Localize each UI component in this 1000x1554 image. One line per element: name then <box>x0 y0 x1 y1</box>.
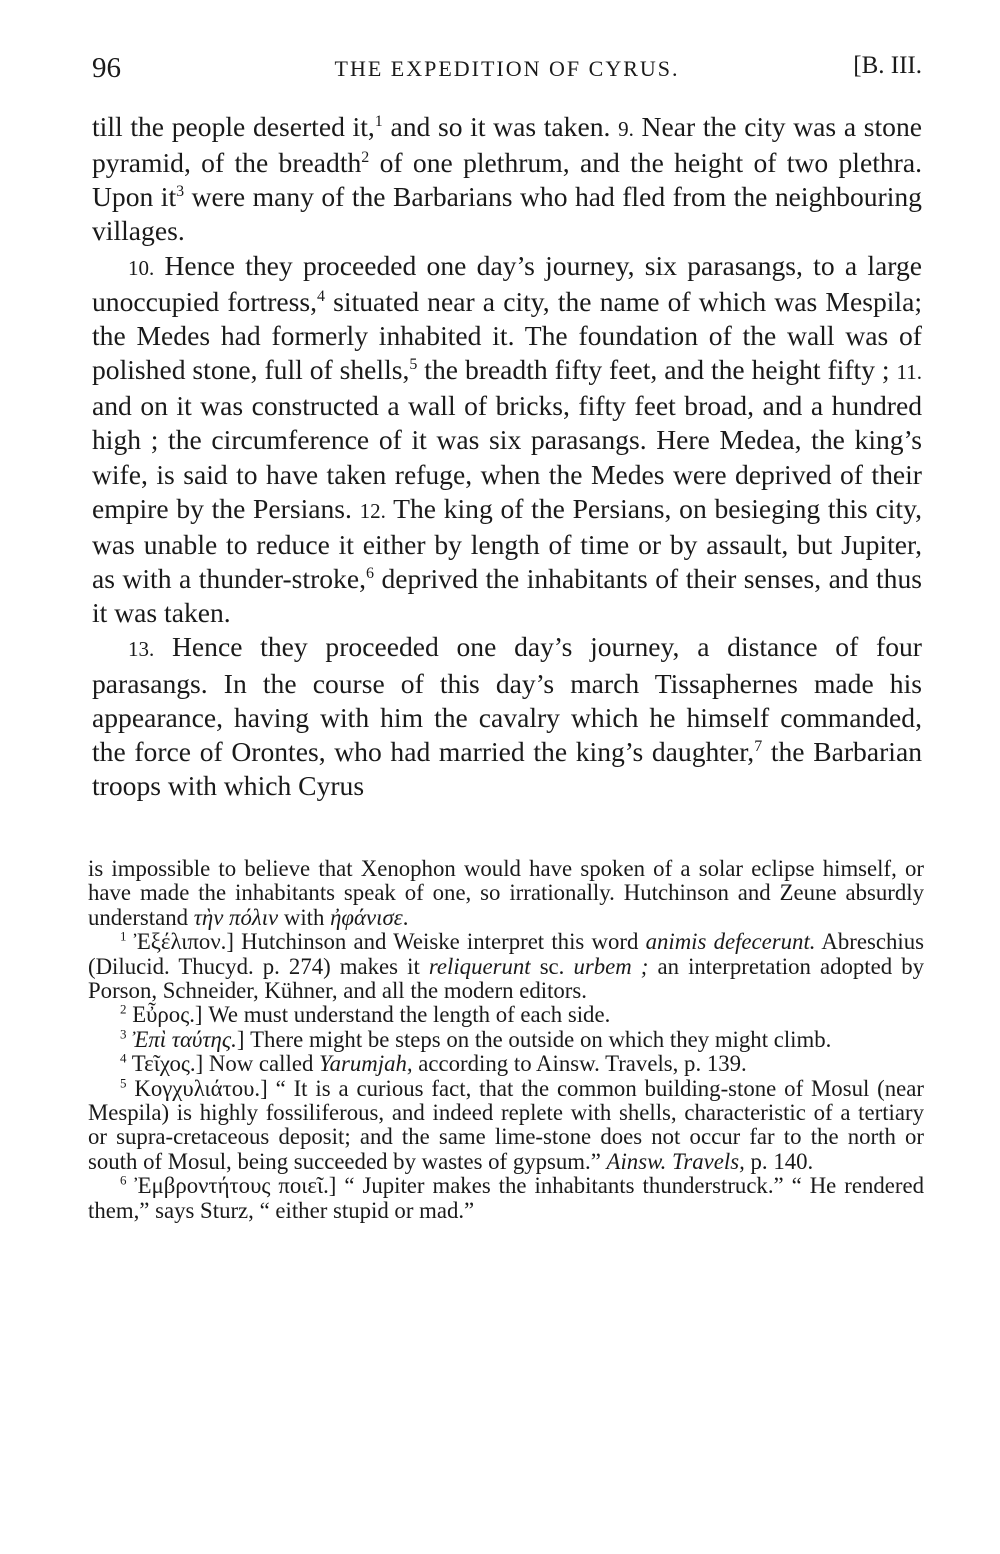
section-number-9: 9. <box>618 117 634 141</box>
footnote-3 <box>88 1028 924 1052</box>
text-run: till the people deserted it, <box>92 111 375 142</box>
italic-term: animis defecerunt. <box>645 929 816 955</box>
footnote-number: 5 <box>120 1075 127 1091</box>
text-run: Hence they proceeded one day’s journey, six parasangs, to a large unoccupied fortress, <box>92 249 922 317</box>
greek-term: τὴν πόλιν <box>193 904 279 930</box>
italic-term: Ainsw. Travels, <box>606 1148 745 1174</box>
footnote-1 <box>88 930 924 1003</box>
greek-term: ἠφάνισε <box>330 904 403 930</box>
note-text: according to Ainsw. Travels, p. 139. <box>412 1051 747 1077</box>
text-run: were many of the Barbarians who had fled from the neighbouring villages. <box>92 181 922 247</box>
note-text: ] “ Jupiter makes the inhabitants thunderstruck.” “ He rendered them,” says Sturz, “ either stupid or mad.” <box>88 1173 924 1223</box>
running-title: THE EXPEDITION OF CYRUS. <box>334 56 680 81</box>
note-text: is impossible to believe that Xenophon would have spoken of a solar eclipse himself, or have made the inhabitants speak of one, so irrationally. Hutchinson and Zeune absurdly understand <box>88 856 924 930</box>
text-run: deprived the inhabitants of their senses, and thus it was taken. <box>92 563 922 629</box>
footnote-number: 2 <box>120 1001 127 1017</box>
text-run: Hence they proceeded one day’s journey, a distance of four parasangs. In the course of this day’s march Tissaphernes made his appearance, having with him the cavalry which he himself commanded, the force of Orontes, who had married the king’s daughter, <box>92 631 922 767</box>
footnote-ref-5: 5 <box>409 355 418 373</box>
note-text: p. 140. <box>744 1148 814 1174</box>
text-run: the Barbarian troops with which Cyrus <box>92 735 922 801</box>
note-text: ] “ It is a curious fact, that the common building-stone of Mosul (near Mespila) is highly fossiliferous, and indeed replete with shells, characteristic of a tertiary or supra-cretaceous deposit; and the same lime-stone does not occur far to the north or south of Mosul, being succeeded by wastes of gypsum.” <box>88 1075 924 1174</box>
footnote-ref-7: 7 <box>754 737 763 755</box>
greek-lemma: Ἐμβροντήτους ποιεῖ. <box>134 1173 329 1199</box>
note-text: an interpretation adopted by Porson, Schneider, Kühner, and all the modern editors. <box>88 953 924 1004</box>
greek-lemma: Τεῖχος. <box>131 1051 196 1077</box>
greek-lemma: Ἐξέλιπον. <box>133 929 227 955</box>
note-text: ] Hutchinson and Weiske interpret this word <box>226 929 646 955</box>
footnote-number: 4 <box>120 1050 127 1066</box>
note-text: . <box>402 904 409 930</box>
footnote-number: 1 <box>120 928 127 944</box>
footnote-number: 3 <box>120 1026 127 1042</box>
greek-lemma: Ἐπὶ ταύτης. <box>132 1026 237 1052</box>
footnotes <box>88 857 924 1223</box>
paragraph-1 <box>92 110 922 249</box>
footnote-4 <box>88 1052 924 1076</box>
note-text: ] We must understand the length of each side. <box>194 1002 611 1028</box>
paragraph-3 <box>92 630 922 803</box>
footnote-ref-3: 3 <box>176 183 185 201</box>
section-number-10: 10. <box>128 255 155 280</box>
text-run: of one plethrum, and the height of two plethra. Upon it <box>92 147 922 213</box>
text-run: Near the city was a stone pyramid, of the breadth <box>92 111 923 179</box>
text-run: The king of the Persians, on besieging this city, was unable to reduce it either by length of time or by assault, but Jupiter, as with a thunder-stroke, <box>92 492 922 595</box>
text-run: and on it was constructed a wall of bricks, fifty feet broad, and a hundred high ; the circumference of it was six parasangs. Here Medea, the king’s wife, is said to have taken refuge, when the Medes were deprived of their empire by the Persians. <box>92 390 922 524</box>
paragraph-2 <box>92 249 922 631</box>
footnote-number: 6 <box>120 1172 127 1188</box>
footnote-continuation <box>88 857 924 930</box>
italic-term: urbem ; <box>573 953 649 979</box>
page-number: 96 <box>92 52 121 84</box>
footnote-ref-6: 6 <box>366 564 374 582</box>
greek-lemma: Εὖρος. <box>132 1002 195 1028</box>
footnote-ref-2: 2 <box>361 148 370 166</box>
footnote-ref-1: 1 <box>374 112 383 130</box>
footnote-ref-4: 4 <box>317 287 326 305</box>
note-text: sc. <box>530 953 574 979</box>
page-header <box>92 52 922 92</box>
note-text: Abreschius (Dilucid. Thucyd. p. 274) makes it <box>88 929 925 979</box>
book-section-mark: [B. III. <box>853 52 922 79</box>
italic-term: Yarumjah, <box>319 1051 413 1077</box>
main-text <box>92 110 922 803</box>
text-run: situated near a city, the name of which was Mespila; the Medes had formerly inhabited it. The foundation of the wall was of polished stone, full of shells, <box>92 285 923 386</box>
section-number-13: 13. <box>128 637 155 662</box>
note-text: ] There might be steps on the outside on which they might climb. <box>236 1026 832 1052</box>
note-text: with <box>278 904 331 930</box>
section-number-12: 12. <box>359 498 386 523</box>
footnote-6 <box>88 1174 924 1223</box>
greek-lemma: Κογχυλιάτου. <box>134 1075 261 1101</box>
section-number-11: 11. <box>896 360 922 385</box>
text-run: the breadth fifty feet, and the height fifty ; <box>417 354 897 386</box>
footnote-5 <box>88 1077 924 1175</box>
note-text: ] Now called <box>195 1051 320 1077</box>
text-run: and so it was taken. <box>382 111 619 142</box>
italic-term: reliquerunt <box>428 953 531 979</box>
footnote-2 <box>88 1003 924 1027</box>
